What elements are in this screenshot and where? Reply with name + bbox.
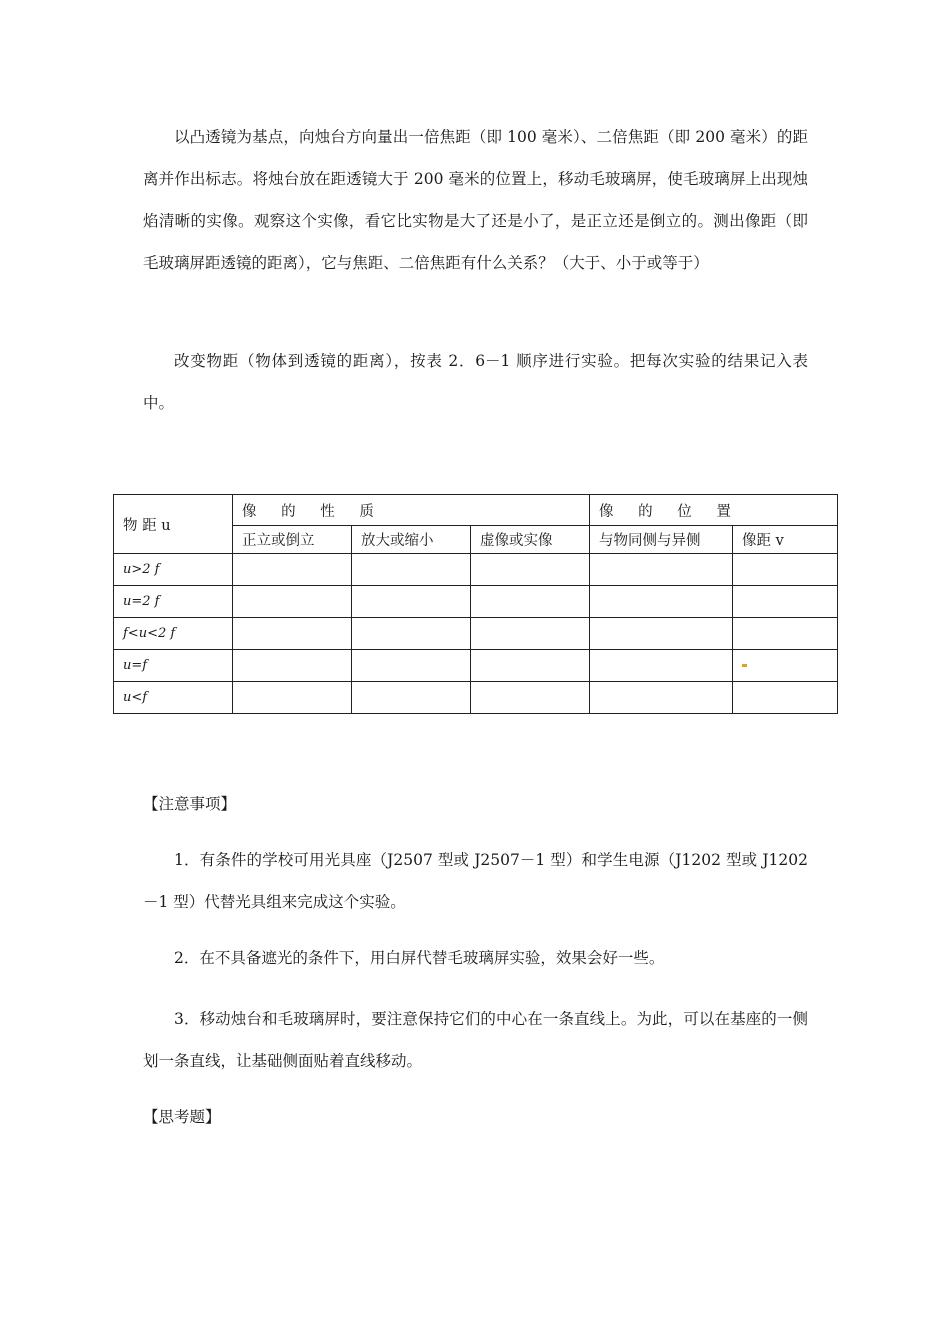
table-cell	[352, 554, 471, 586]
subheader-size: 放大或缩小	[352, 526, 471, 554]
experiment-table	[113, 494, 838, 714]
header-image-position: 像 的 位 置	[590, 495, 838, 526]
header-image-nature: 像 的 性 质	[233, 495, 590, 526]
table-cell	[590, 682, 733, 714]
table-cell	[733, 682, 838, 714]
table-cell	[471, 554, 590, 586]
table-cell	[590, 586, 733, 618]
subheader-orientation: 正立或倒立	[233, 526, 352, 554]
table-cell	[471, 586, 590, 618]
table-cell	[590, 650, 733, 682]
table-cell	[471, 682, 590, 714]
table-cell	[233, 618, 352, 650]
note-item: 1．有条件的学校可用光具座（J2507 型或 J2507－1 型）和学生电源（J1202 型或 J1202－1 型）代替光具组来完成这个实验。	[143, 851, 808, 911]
notes-heading: 【注意事项】	[143, 795, 237, 813]
table-cell	[733, 618, 838, 650]
table-cell	[733, 586, 838, 618]
table-cell	[233, 554, 352, 586]
note-item: 2．在不具备遮光的条件下，用白屏代替毛玻璃屏实验，效果会好一些。	[174, 949, 665, 967]
table-cell	[352, 618, 471, 650]
table-cell	[733, 554, 838, 586]
questions-heading: 【思考题】	[143, 1108, 221, 1126]
table-cell	[233, 586, 352, 618]
header-object-distance: 物 距 u	[114, 495, 233, 554]
paragraph-vary-distance: 改变物距（物体到透镜的距离），按表 2．6－1 顺序进行实验。把每次实验的结果记入表中。	[143, 352, 808, 412]
note-item: 3．移动烛台和毛玻璃屏时，要注意保持它们的中心在一条直线上。为此，可以在基座的一侧划一条直线，让基础侧面贴着直线移动。	[143, 1010, 808, 1070]
table-row	[114, 586, 838, 618]
table-cell	[352, 650, 471, 682]
row-label: u=f	[114, 650, 233, 682]
row-label: u>2 f	[114, 554, 233, 586]
table-cell	[352, 682, 471, 714]
table-row	[114, 682, 838, 714]
table-cell	[590, 618, 733, 650]
table-cell	[471, 650, 590, 682]
table-row	[114, 554, 838, 586]
table-cell	[233, 650, 352, 682]
table-row	[114, 650, 838, 682]
paragraph-procedure: 以凸透镜为基点，向烛台方向量出一倍焦距（即 100 毫米）、二倍焦距（即 200 毫米）的距离并作出标志。将烛台放在距透镜大于 200 毫米的位置上，移动毛玻璃屏，使毛玻璃屏上出现烛焰清晰的实像。观察这个实像，看它比实物是大了还是小了，是正立还是倒立的。测出像距（即毛玻璃屏距透镜的距离），它与焦距、二倍焦距有什么关系？（大于、小于或等于）	[143, 128, 808, 272]
subheader-side: 与物同侧与异侧	[590, 526, 733, 554]
table-cell	[733, 650, 838, 682]
row-label: f<u<2 f	[114, 618, 233, 650]
table-cell	[590, 554, 733, 586]
row-label: u=2 f	[114, 586, 233, 618]
subheader-image-distance: 像距 v	[733, 526, 838, 554]
table-cell	[233, 682, 352, 714]
highlight-mark	[742, 664, 747, 667]
table-cell	[352, 586, 471, 618]
subheader-real-virtual: 虚像或实像	[471, 526, 590, 554]
table-cell	[471, 618, 590, 650]
table-row	[114, 618, 838, 650]
row-label: u<f	[114, 682, 233, 714]
